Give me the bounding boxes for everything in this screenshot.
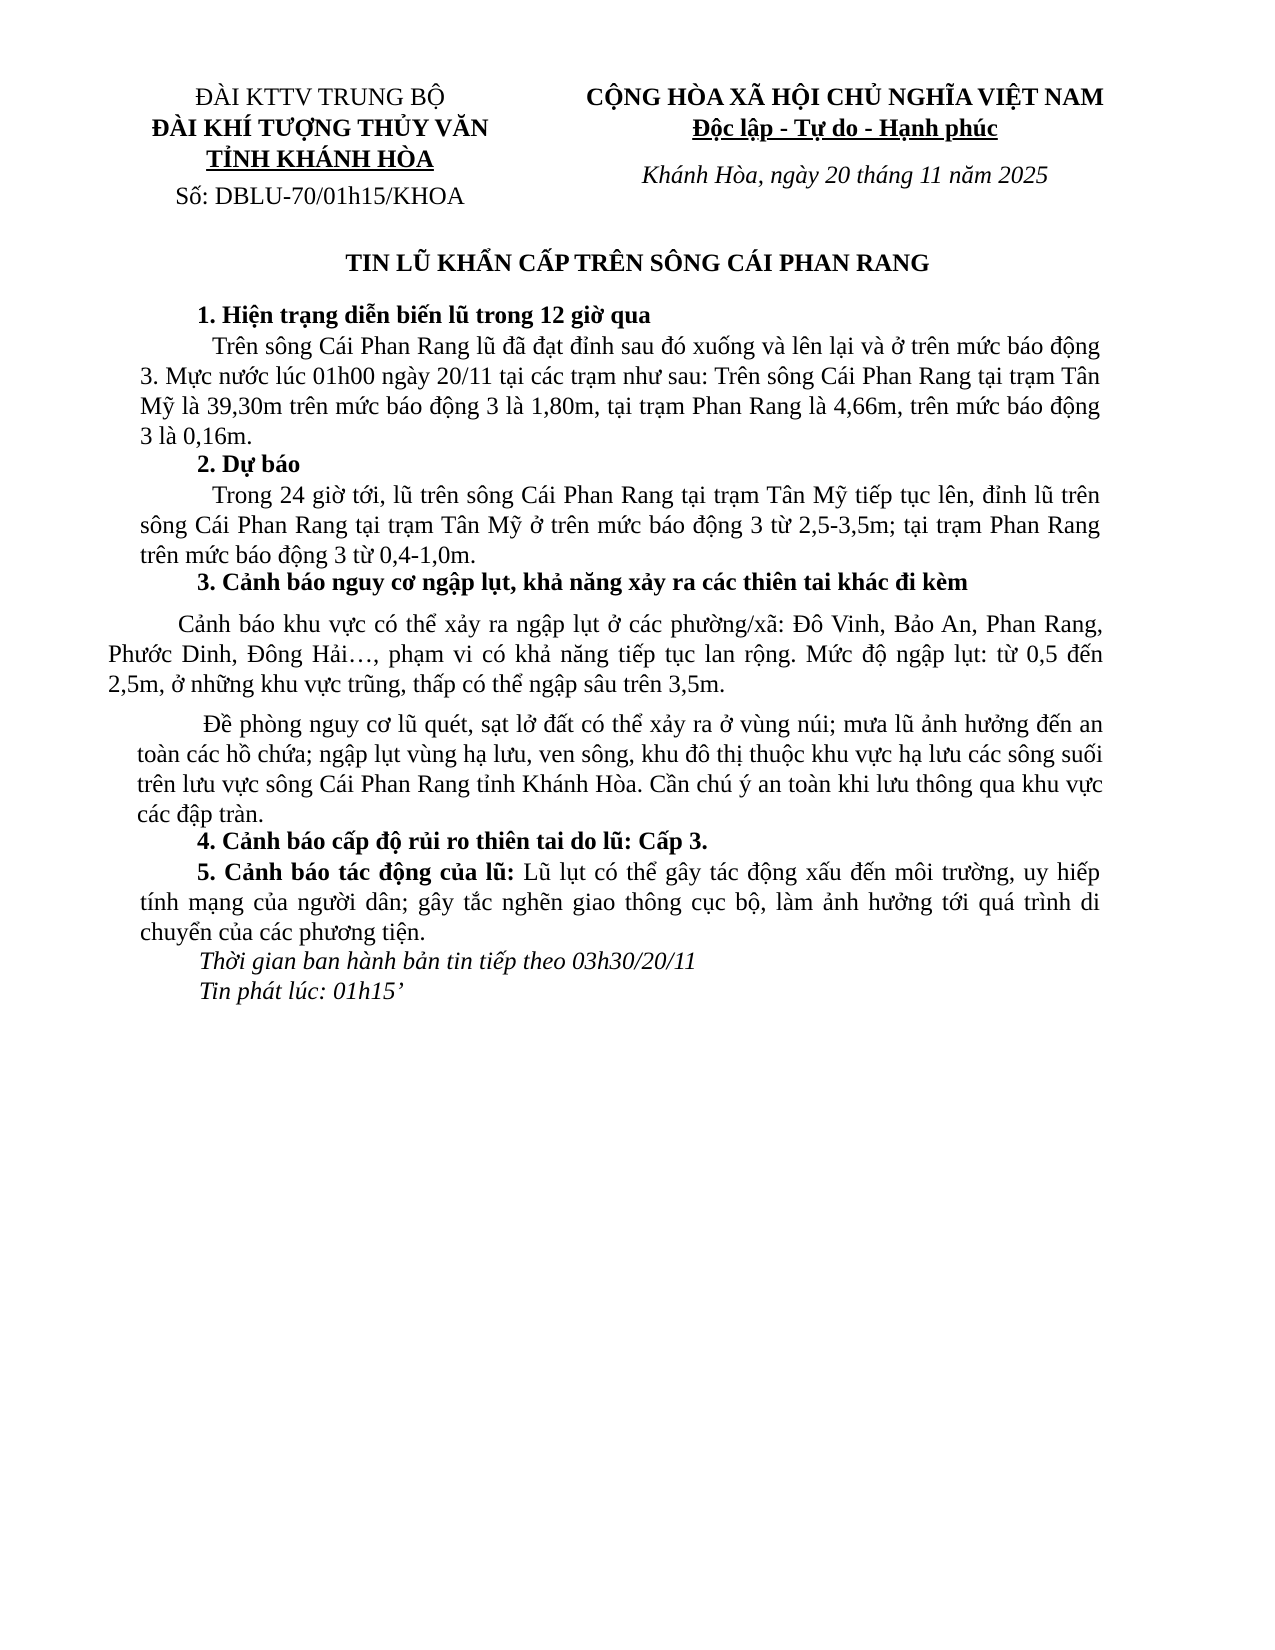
bulletin-title: TIN LŨ KHẨN CẤP TRÊN SÔNG CÁI PHAN RANG <box>345 250 930 277</box>
nation-title: CỘNG HÒA XÃ HỘI CHỦ NGHĨA VIỆT NAM <box>586 84 1104 111</box>
org-name: ĐÀI KHÍ TƯỢNG THỦY VĂN <box>151 115 489 142</box>
header-agency-block <box>120 82 520 212</box>
issued-at: Tin phát lúc: 01h15’ <box>199 978 404 1005</box>
section-5-heading: 5. Cảnh báo tác động của lũ: <box>197 859 515 886</box>
section-1-heading: 1. Hiện trạng diễn biến lũ trong 12 giờ qua <box>197 302 651 329</box>
section-3-body-1: Cảnh báo khu vực có thể xảy ra ngập lụt ở các phường/xã: Đô Vinh, Bảo An, Phan Rang, Phước Dinh, Đông Hải…, phạm vi có khả năng tiếp tục lan rộng. Mức độ ngập lụt: từ 0,5 đến 2,5m, ở những khu vực trũng, thấp có thể ngập sâu trên 3,5m. <box>108 611 1103 698</box>
section-3-heading: 3. Cảnh báo nguy cơ ngập lụt, khả năng xảy ra các thiên tai khác đi kèm <box>197 569 968 596</box>
place-date: Khánh Hòa, ngày 20 tháng 11 năm 2025 <box>641 162 1049 189</box>
org-province: TỈNH KHÁNH HÒA <box>206 146 434 173</box>
nation-motto: Độc lập - Tự do - Hạnh phúc <box>692 115 998 142</box>
section-2-body: Trong 24 giờ tới, lũ trên sông Cái Phan Rang tại trạm Tân Mỹ tiếp tục lên, đỉnh lũ trên sông Cái Phan Rang tại trạm Tân Mỹ ở trên mức báo động 3 từ 2,5-3,5m; tại trạm Phan Rang trên mức báo động 3 từ 0,4-1,0m. <box>140 482 1100 569</box>
section-3-body-2: Đề phòng nguy cơ lũ quét, sạt lở đất có thể xảy ra ở vùng núi; mưa lũ ảnh hưởng đến an toàn các hồ chứa; ngập lụt vùng hạ lưu, ven sông, khu đô thị thuộc khu vực hạ lưu các sông suối trên lưu vực sông Cái Phan Rang tỉnh Khánh Hòa. Cần chú ý an toàn khi lưu thông qua khu vực các đập tràn. <box>137 711 1103 828</box>
org-parent: ĐÀI KTTV TRUNG BỘ <box>195 84 445 111</box>
section-5-body: Lũ lụt có thể gây tác động xấu đến môi trường, uy hiếp tính mạng của người dân; gây tắc nghẽn giao thông cục bộ, làm ảnh hưởng tới quá trình di chuyển của các phương tiện. <box>140 859 1101 946</box>
next-issue-time: Thời gian ban hành bản tin tiếp theo 03h30/20/11 <box>199 948 697 975</box>
section-1-body: Trên sông Cái Phan Rang lũ đã đạt đỉnh sau đó xuống và lên lại và ở trên mức báo động 3. Mực nước lúc 01h00 ngày 20/11 tại các trạm như sau: Trên sông Cái Phan Rang tại trạm Tân Mỹ là 39,30m trên mức báo động 3 là 1,80m, tại trạm Phan Rang là 4,66m, trên mức báo động 3 là 0,16m. <box>140 333 1100 450</box>
doc-number: Số: DBLU-70/01h15/KHOA <box>175 183 465 210</box>
section-2-heading: 2. Dự báo <box>197 451 301 478</box>
section-5 <box>140 858 1100 948</box>
section-4-heading: 4. Cảnh báo cấp độ rủi ro thiên tai do lũ: Cấp 3. <box>197 828 708 855</box>
header-nation-block <box>560 82 1130 191</box>
